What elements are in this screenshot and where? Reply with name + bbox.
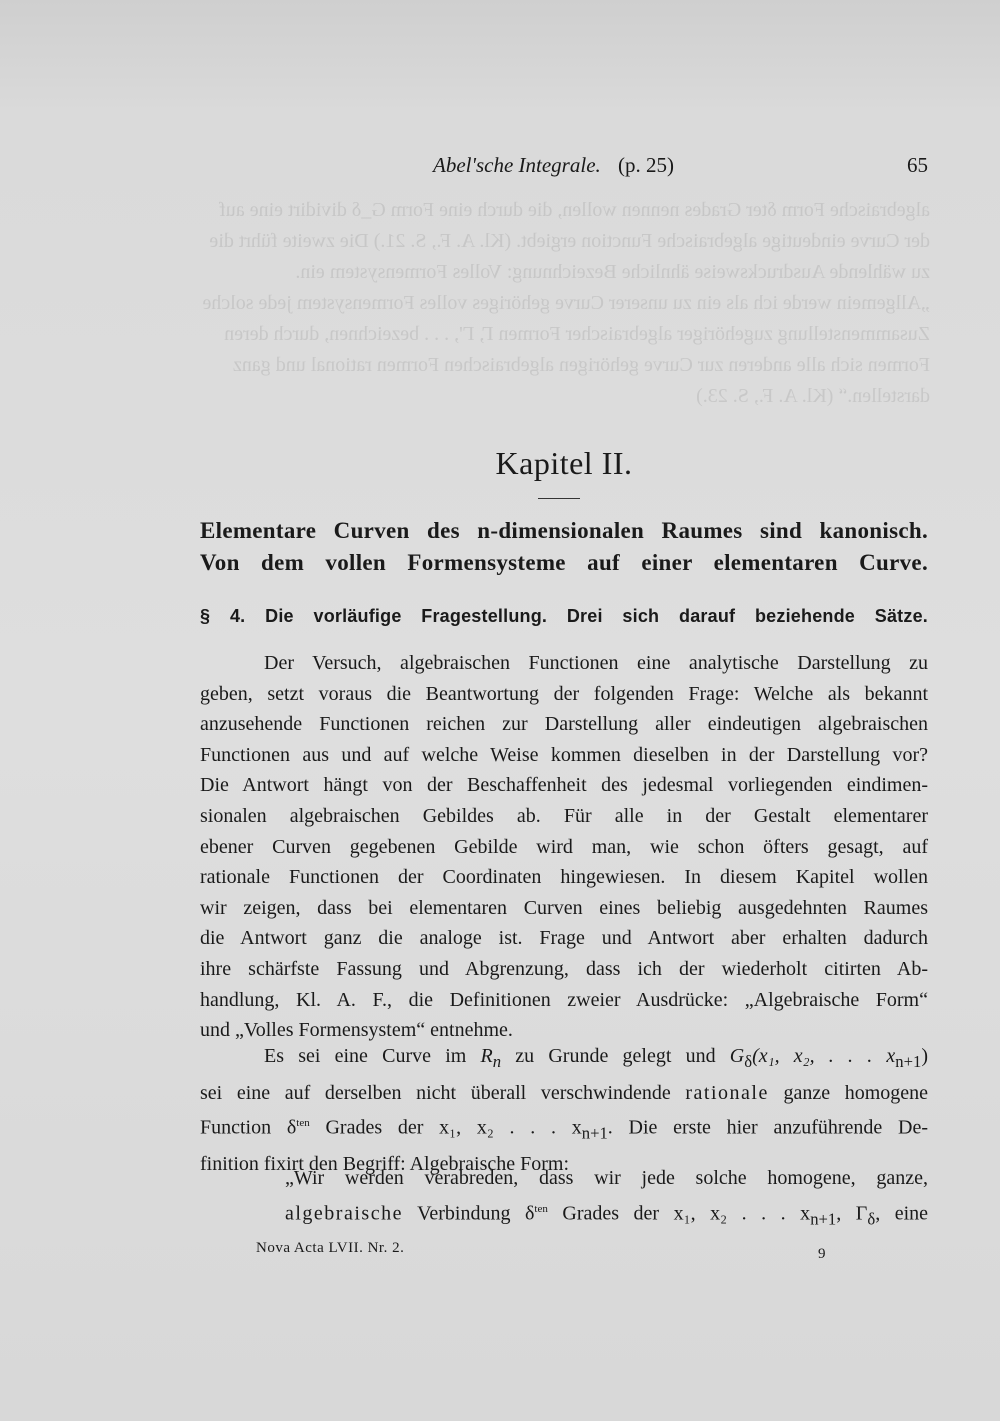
chapter-rule: [538, 498, 580, 499]
text-line: sei eine auf derselben nicht überall verschwindende rationale ganze homogene: [200, 1081, 929, 1104]
chapter-subtitle-line-2: Von dem vollen Formensysteme auf einer elementaren Curve.: [200, 550, 928, 575]
text-line: geben, setzt voraus die Beantwortung der folgenden Frage: Welche als bekannt: [200, 682, 928, 705]
text-line: ihre schärfste Fassung und Abgrenzung, dass ich der wiederholt citirten Ab-: [200, 957, 928, 980]
text-line: sionalen algebraischen Gebildes ab. Für alle in der Gestalt elementarer: [200, 804, 928, 827]
text-line: Der Versuch, algebraischen Functionen eine analytische Darstellung zu: [264, 652, 928, 674]
text-line: finition fixirt den Begriff: Algebraische Form:: [200, 1153, 570, 1176]
text-line: und „Volles Formensystem“ entnehme.: [200, 1019, 513, 1042]
text-line: handlung, Kl. A. F., die Definitionen zweier Ausdrücke: „Algebraische Form“: [200, 988, 928, 1011]
footer-sheet-number: 9: [818, 1246, 826, 1262]
page-header: [200, 153, 928, 183]
text-line: rationale Functionen der Coordinaten hingewiesen. In diesem Kapitel wollen: [200, 866, 928, 889]
paragraph-2: [200, 1041, 928, 1180]
text-line: Functionen aus und auf welche Weise kommen dieselben in der Darstellung vor?: [200, 743, 928, 766]
text-line: algebraische Verbindung $\delta^{ten}$ Grades der x₁, x₂ . . . $x_{n+1}$, $\Gamma_\delta$, eine: [285, 1202, 929, 1229]
running-reference: (p. 25): [618, 153, 674, 177]
text-line: Es sei eine Curve im $R_n$ zu Grunde gelegt und $G_\delta(x_1$, x₂, . . . $x_{n+1}$): [264, 1045, 929, 1071]
bleed-through-text: algebraische Form δter Grades nennen wollen, die durch eine Form G_δ dividirt eine auf der Curve eindeutige algebraische Function ergiebt. (Kl. A. F., S. 21.) Die zweite führt die zu wählende Ausdrucksweise ähnliche Bezeichnung: Volles Formensystem ein. „Allgemein werde ich als ein zu unserer Curve gehöriges volles Formensystem jede solche Zusammenstellung zugehöriger algebraischer Formen Γ, Γ', . . . bezeichnen, durch deren Formen sich alle anderen zur Curve gehörigen algebraischen Formen rational und ganz darstellen.“ (Kl. A. F., S. 23.): [202, 199, 930, 407]
text-line: wir zeigen, dass bei elementaren Curven eines beliebig ausgedehnten Raumes: [200, 896, 928, 919]
text-line: ebener Curven gegebenen Gebilde wird man, wie schon öfters gesagt, auf: [200, 835, 928, 858]
chapter-title: Kapitel II.: [495, 445, 633, 481]
paragraph-1: [200, 648, 928, 1046]
text-line: anzusehende Functionen reichen zur Darstellung aller eindeutigen algebraischen: [200, 713, 928, 736]
text-line: Function $\delta^{ten}$ Grades der x₁, x₂ . . . $x_{n+1}$. Die erste hier anzuführende De-: [200, 1116, 928, 1143]
running-head: Abel'sche Integrale.: [433, 153, 601, 177]
section-heading: § 4. Die vorläufige Fragestellung. Drei sich darauf beziehende Sätze.: [200, 606, 928, 626]
footer-signature: Nova Acta LVII. Nr. 2.: [256, 1240, 405, 1256]
text-line: „Wir werden verabreden, dass wir jede solche homogene, ganze,: [285, 1167, 928, 1189]
definition-quote: [285, 1163, 928, 1235]
chapter-subtitle-line-1: Elementare Curven des n-dimensionalen Raumes sind kanonisch.: [200, 518, 928, 543]
page-number: 65: [907, 153, 928, 177]
text-line: Die Antwort hängt von der Beschaffenheit des jedesmal vorliegenden eindimen-: [200, 774, 928, 797]
text-line: die Antwort ganz die analoge ist. Frage und Antwort aber erhalten dadurch: [200, 927, 928, 950]
